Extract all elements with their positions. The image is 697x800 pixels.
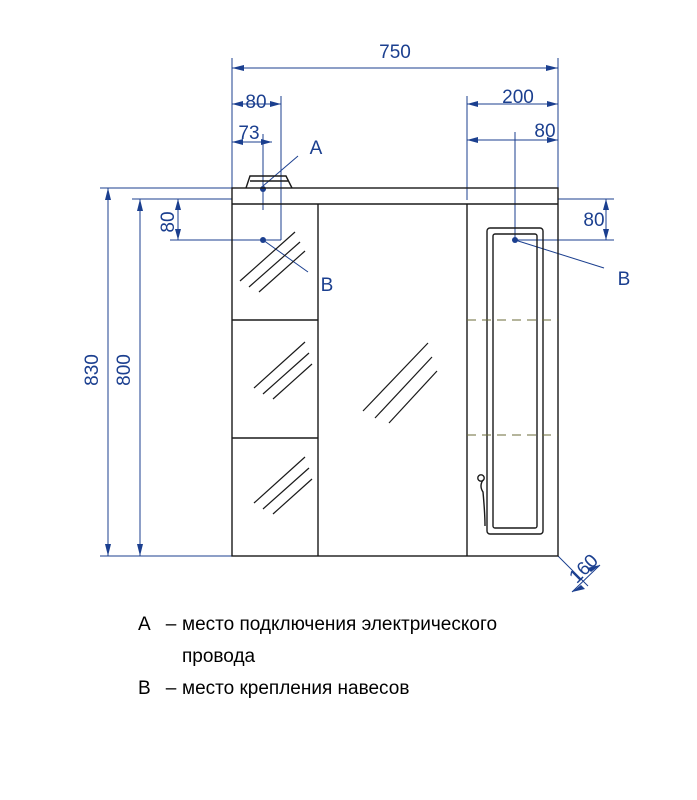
dim-text-800: 800 xyxy=(114,354,135,386)
marker-label-b-left: B xyxy=(320,275,334,296)
legend-item-a xyxy=(0,608,697,642)
arrow-800-top xyxy=(137,199,143,211)
arrow-200-a xyxy=(467,101,478,107)
dim-text-73: 73 xyxy=(238,123,260,144)
dimension-text-layer xyxy=(82,42,630,588)
marker-label-a: A xyxy=(309,138,323,159)
dim-text-160: 160 xyxy=(565,550,603,588)
arrow-200-b xyxy=(547,101,558,107)
legend-text-b: место крепления навесов xyxy=(182,678,410,699)
point-a-dot xyxy=(260,186,266,192)
dim-text-80-vert-left: 80 xyxy=(158,211,179,233)
legend-dash-a: – xyxy=(165,614,177,635)
right-door-outer xyxy=(487,228,543,534)
point-b-right-dot xyxy=(512,237,518,243)
dim-text-80-vert-right: 80 xyxy=(583,210,605,231)
door-handle-knob xyxy=(478,475,484,481)
marker-label-b-right: B xyxy=(617,269,631,290)
dim-text-200: 200 xyxy=(502,87,534,108)
leader-marker-b-left xyxy=(263,240,308,272)
arrow-830-top xyxy=(105,188,111,200)
inner-shelf-layer xyxy=(467,320,558,435)
legend-text-a: место подключения электрического xyxy=(182,614,498,635)
dim-text-80-right: 80 xyxy=(534,121,556,142)
arrow-800-bot xyxy=(137,544,143,556)
legend-key-a: A xyxy=(138,614,151,635)
dim-text-830: 830 xyxy=(82,354,103,386)
legend-key-b: B xyxy=(138,678,151,699)
dim-text-80-left: 80 xyxy=(245,92,267,113)
arrow-80left-a xyxy=(232,101,243,107)
arrow-830-bot xyxy=(105,544,111,556)
point-b-left-dot xyxy=(260,237,266,243)
cabinet-body xyxy=(232,188,558,556)
dim-text-750: 750 xyxy=(379,42,411,63)
sink-cutout xyxy=(246,176,292,188)
door-handle xyxy=(481,480,485,526)
arrow-80left-b xyxy=(270,101,281,107)
legend-text-a-continuation: провода xyxy=(182,646,256,667)
arrow-80right-a xyxy=(467,137,478,143)
legend-dash-b: – xyxy=(165,678,177,699)
arrow-80vl-top xyxy=(175,199,181,210)
legend-item-b xyxy=(0,672,697,706)
arrow-750-right xyxy=(546,65,558,71)
arrow-80vr-top xyxy=(603,199,609,210)
arrow-750-left xyxy=(232,65,244,71)
right-door-inner xyxy=(493,234,537,528)
leader-marker-b-right xyxy=(515,240,604,268)
glass-reflection-layer xyxy=(240,232,437,514)
legend xyxy=(0,608,697,706)
